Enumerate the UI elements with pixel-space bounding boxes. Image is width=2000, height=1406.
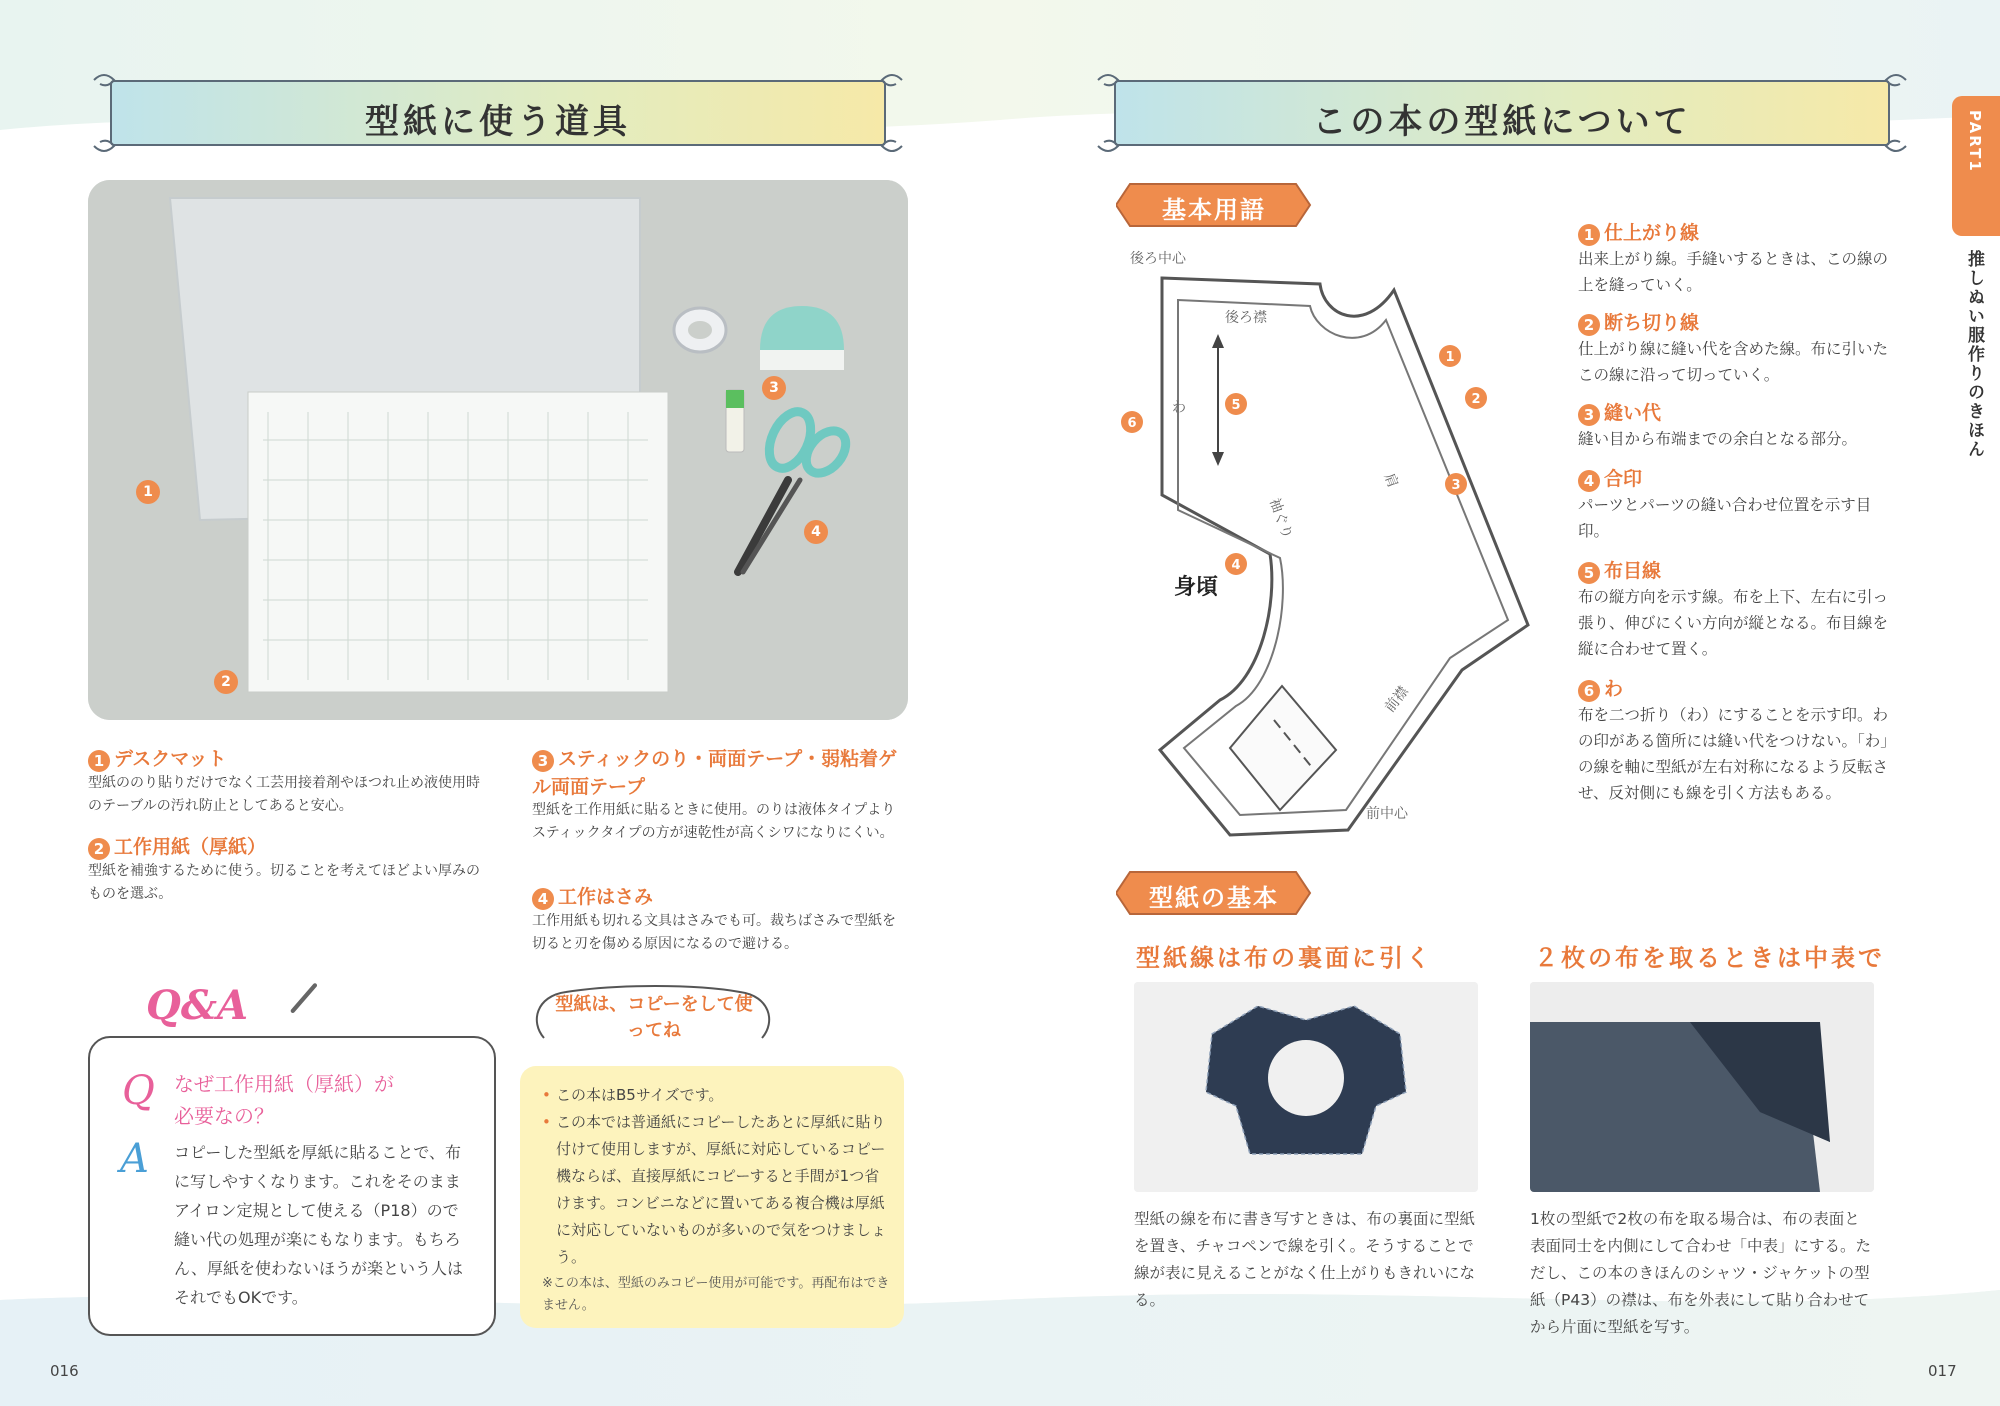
label-wa: わ (1172, 400, 1186, 416)
copy-notes (520, 1066, 904, 1328)
item-number: 5 (1578, 562, 1600, 584)
sub-heading: 型紙線は布の裏面に引く (1136, 944, 1433, 972)
tool-item (88, 744, 488, 818)
page-number-right: 017 (1928, 1362, 1957, 1380)
note-item: • この本では普通紙にコピーしたあとに厚紙に貼り付けて使用しますが、厚紙に対応しているコピー機ならば、直接厚紙にコピーすると手間が1つ省けます。コンビニなどに置いてある複合機は厚紙に対応していないものが多いので気をつけましょう。 (542, 1109, 890, 1271)
term-item (1578, 674, 1898, 806)
qa-logo (146, 982, 326, 1032)
bubble-text: 型紙は、コピーをして使ってね (555, 994, 753, 1041)
marker (1465, 387, 1487, 409)
side-title: 推しぬい服作りのきほん (1964, 250, 1984, 459)
photo-marker: 4 (804, 520, 828, 544)
marker-num: 6 (1127, 416, 1137, 431)
marker-num: 2 (1471, 392, 1481, 407)
tool-item (532, 744, 908, 845)
marker-num: 3 (1451, 478, 1461, 493)
item-desc: 型紙を補強するために使う。切ることを考えてほどよい厚みのものを選ぶ。 (88, 862, 480, 902)
tools-illustration (88, 180, 908, 720)
tag-label: 基本用語 (1162, 196, 1266, 224)
item-desc: 布を二つ折り（わ）にすることを示す印。わの印がある箇所には縫い代をつけない。「わ」の線を軸に型紙が左右対称になるよう反転させ、反対側にも線を引く方法もある。 (1578, 705, 1896, 802)
qa-answer: コピーした型紙を厚紙に貼ることで、布に写しやすくなります。これをそのままアイロン定規として使える（P18）ので縫い代の処理が楽にもなります。もちろん、厚紙を使わないほうが楽という人はそれでもOKです。 (174, 1143, 463, 1307)
tools-photo (88, 180, 908, 720)
label-back-center: 後ろ中心 (1130, 251, 1186, 267)
item-number: 3 (1578, 404, 1600, 426)
tag-label: 型紙の基本 (1149, 884, 1279, 912)
item-desc: 縫い目から布端までの余白となる部分。 (1578, 429, 1858, 448)
item-desc: 仕上がり線に縫い代を含めた線。布に引いたこの線に沿って切っていく。 (1578, 339, 1889, 384)
item-title: 工作はさみ (558, 886, 654, 908)
marker (1225, 553, 1247, 575)
item-title: 布目線 (1604, 560, 1662, 582)
label-front-neck: 前襟 (1382, 683, 1412, 716)
qa-box (88, 1036, 496, 1336)
marker (1439, 345, 1461, 367)
part-tab (1952, 96, 2000, 236)
a-mark: A (120, 1136, 149, 1182)
tool-item (88, 832, 488, 906)
item-desc: 布の縦方向を示す線。布を上下、左右に引っ張り、伸びにくい方向が縦となる。布目線を縦に合わせて置く。 (1578, 587, 1889, 658)
label-shoulder: 肩 (1380, 471, 1401, 491)
marker (1445, 473, 1467, 495)
speech-bubble (526, 982, 782, 1054)
term-item (1578, 556, 1898, 662)
term-item (1578, 218, 1898, 298)
photo-marker: 1 (136, 480, 160, 504)
item-desc: 出来上がり線。手縫いするときは、この線の上を縫っていく。 (1578, 249, 1889, 294)
item-number: 1 (88, 750, 110, 772)
item-title: 縫い代 (1604, 402, 1662, 424)
label-back-neck: 後ろ襟 (1225, 310, 1267, 326)
page-title: この本の型紙について (1312, 102, 1692, 142)
marker-num: 4 (1231, 558, 1241, 573)
marker (1225, 393, 1247, 415)
item-desc: 型紙を工作用紙に貼るときに使用。のりは液体タイプよりスティックタイプの方が速乾性が高くシワになりにくい。 (532, 801, 896, 841)
folded-fabric-photo (1530, 982, 1874, 1192)
item-title: 断ち切り線 (1604, 312, 1700, 334)
note-item: • この本はB5サイズです。 (542, 1082, 890, 1109)
right-banner (1092, 70, 1912, 156)
label-front-center: 前中心 (1366, 806, 1408, 822)
pattern-diagram (1110, 240, 1550, 860)
item-number: 2 (88, 838, 110, 860)
denim-piece-illustration (1134, 982, 1478, 1192)
term-item (1578, 398, 1898, 452)
item-title: 合印 (1604, 468, 1643, 490)
graph-paper (248, 392, 668, 692)
denim-piece-photo (1134, 982, 1478, 1192)
tool-item (532, 882, 908, 956)
pen-icon (286, 982, 320, 1016)
marker-num: 1 (1445, 350, 1455, 365)
item-number: 4 (1578, 470, 1600, 492)
item-title: スティックのり・両面テープ・弱粘着ゲル両面テープ (532, 748, 898, 798)
label-body: 身頃 (1174, 575, 1219, 600)
section-tag (1116, 868, 1312, 918)
item-number: 1 (1578, 224, 1600, 246)
caption: 型紙の線を布に書き写すときは、布の裏面に型紙を置き、チャコペンで線を引く。そうすることで線が表に見えることがなく仕上がりもきれいになる。 (1134, 1210, 1476, 1309)
photo-marker: 3 (762, 376, 786, 400)
section-tag (1116, 180, 1312, 230)
photo-marker: 2 (214, 670, 238, 694)
qa-question: なぜ工作用紙（厚紙）が必要なの？ (174, 1072, 394, 1128)
sub-heading: ２枚の布を取るときは中表で (1534, 944, 1885, 972)
footnote: ※この本は、型紙のみコピー使用が可能です。再配布はできません。 (542, 1276, 890, 1313)
term-item (1578, 308, 1898, 388)
marker-num: 5 (1231, 398, 1241, 413)
item-title: デスクマット (114, 748, 227, 770)
term-item (1578, 464, 1898, 544)
marker (1121, 411, 1143, 433)
left-banner (88, 70, 908, 156)
item-number: 4 (532, 888, 554, 910)
item-number: 6 (1578, 680, 1600, 702)
item-number: 3 (532, 750, 554, 772)
q-mark: Q (122, 1068, 155, 1114)
item-desc: 型紙ののり貼りだけでなく工芸用接着剤やほつれ止め液使用時のテーブルの汚れ防止としてあると安心。 (88, 774, 480, 814)
item-title: 仕上がり線 (1604, 222, 1700, 244)
part-label: PART1 (1966, 110, 1984, 173)
item-number: 2 (1578, 314, 1600, 336)
item-desc: パーツとパーツの縫い合わせ位置を示す目印。 (1578, 495, 1872, 540)
item-title: 工作用紙（厚紙） (114, 836, 267, 858)
item-title: わ (1604, 678, 1624, 700)
item-desc: 工作用紙も切れる文具はさみでも可。裁ちばさみで型紙を切ると刃を傷める原因になるので避ける。 (532, 912, 896, 952)
page-number-left: 016 (50, 1362, 79, 1380)
label-armhole: 袖ぐり (1265, 496, 1296, 542)
page-title: 型紙に使う道具 (365, 102, 631, 142)
folded-fabric-illustration (1530, 982, 1874, 1192)
caption: 1枚の型紙で2枚の布を取る場合は、布の表面と表面同士を内側にして合わせ「中表」にする。ただし、この本のきほんのシャツ・ジャケットの型紙（P43）の襟は、布を外表にして貼り合わせてから片面に型紙を写す。 (1530, 1210, 1872, 1336)
qa-logo-text: Q&A (146, 982, 248, 1029)
